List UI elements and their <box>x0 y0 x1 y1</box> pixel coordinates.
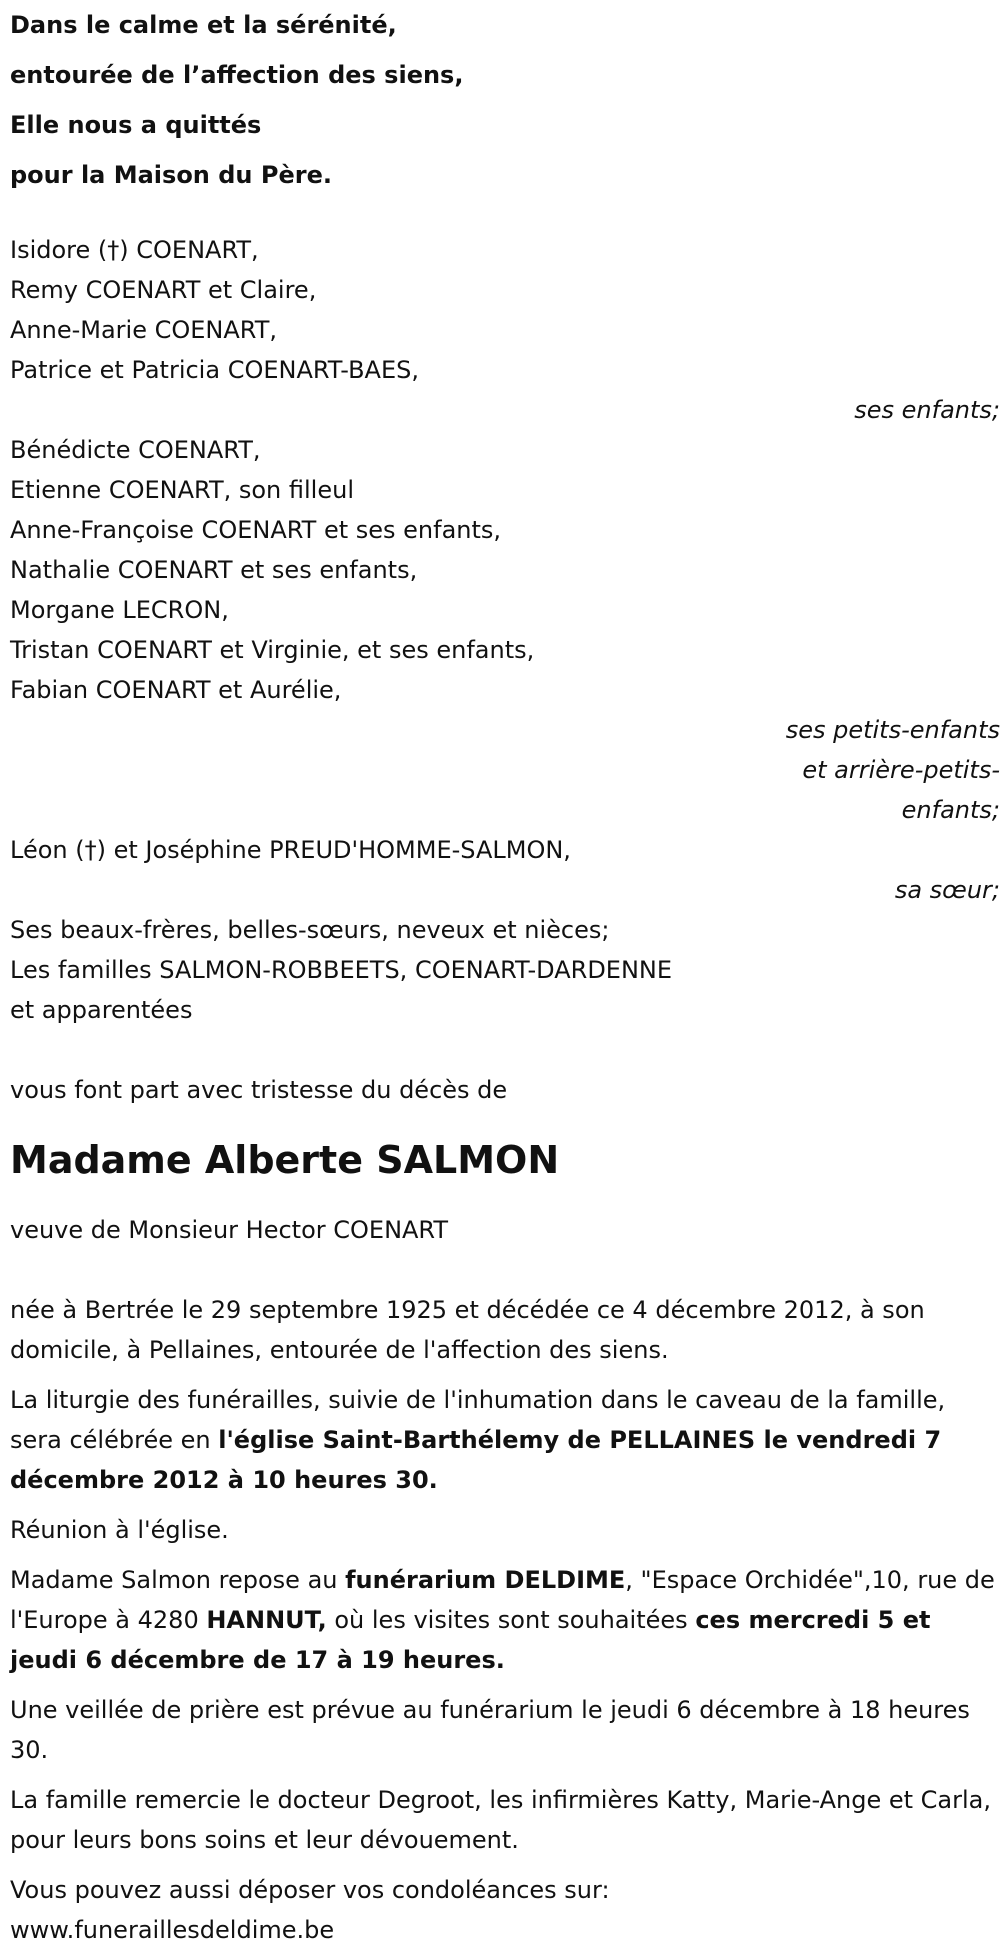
family-member: Tristan COENART et Virginie, et ses enfants, <box>10 636 535 664</box>
deceased-name: Madame Alberte SALMON <box>10 1138 560 1182</box>
intro-verse <box>10 0 1000 200</box>
family-member: Isidore (†) COENART, <box>10 236 259 264</box>
family-member: Léon (†) et Joséphine PREUD'HOMME-SALMON, <box>10 836 571 864</box>
condolences-url[interactable]: www.funeraillesdeldime.be <box>10 1916 335 1944</box>
relation-label: ses petits-enfants <box>785 716 1000 744</box>
liturgy-text: La liturgie des funérailles, suivie de l'inhumation dans le caveau de la famille, sera célébrée en <box>10 1386 946 1454</box>
liturgy-info <box>10 1380 1000 1500</box>
family-member: Morgane LECRON, <box>10 596 229 624</box>
family-member: Ses beaux-frères, belles-sœurs, neveux et nièces; <box>10 916 610 944</box>
thanks-info: La famille remercie le docteur Degroot, les infirmières Katty, Marie-Ange et Carla, pour leurs bons soins et leur dévouement. <box>10 1786 992 1854</box>
visitation-text: , "Espace Orchidée",10, rue de l'Europe à 4280 <box>10 1566 995 1634</box>
widow-of: veuve de Monsieur Hector COENART <box>10 1216 449 1244</box>
others-block <box>10 910 1000 1030</box>
relation-label: enfants; <box>901 796 1000 824</box>
intro-line: Dans le calme et la sérénité, <box>10 11 397 39</box>
family-member: Les familles SALMON-ROBBEETS, COENART-DARDENNE <box>10 956 673 984</box>
intro-line: Elle nous a quittés <box>10 111 262 139</box>
children-block <box>10 230 1000 430</box>
family-member: Bénédicte COENART, <box>10 436 261 464</box>
visitation-text: où les visites sont souhaitées <box>326 1606 696 1634</box>
visitation-text: Madame Salmon repose au <box>10 1566 346 1594</box>
family-member: Etienne COENART, son filleul <box>10 476 354 504</box>
city: HANNUT, <box>206 1606 327 1634</box>
announcement: vous font part avec tristesse du décès de <box>10 1076 508 1104</box>
funeral-home: funérarium DELDIME <box>345 1566 626 1594</box>
intro-line: pour la Maison du Père. <box>10 161 332 189</box>
birth-death-info: née à Bertrée le 29 septembre 1925 et décédée ce 4 décembre 2012, à son domicile, à Pellaines, entourée de l'affection des siens. <box>10 1296 925 1364</box>
condolences-text: Vous pouvez aussi déposer vos condoléances sur: <box>10 1876 610 1904</box>
family-member: Nathalie COENART et ses enfants, <box>10 556 418 584</box>
family-member: Patrice et Patricia COENART-BAES, <box>10 356 419 384</box>
condolences-info <box>10 1870 1000 1950</box>
intro-line: entourée de l’affection des siens, <box>10 61 464 89</box>
relation-label: et arrière-petits- <box>802 756 1000 784</box>
sister-block <box>10 830 1000 910</box>
visitation-dates: ces mercredi 5 et jeudi 6 décembre de 17 à 19 heures. <box>10 1606 931 1674</box>
family-member: Fabian COENART et Aurélie, <box>10 676 342 704</box>
visitation-info <box>10 1560 1000 1680</box>
relation-label: sa sœur; <box>894 876 1000 904</box>
family-member: Anne-Marie COENART, <box>10 316 278 344</box>
grandchildren-block <box>10 430 1000 830</box>
family-member: et apparentées <box>10 996 193 1024</box>
vigil-info: Une veillée de prière est prévue au funérarium le jeudi 6 décembre à 18 heures 30. <box>10 1696 970 1764</box>
family-member: Remy COENART et Claire, <box>10 276 317 304</box>
relation-label: ses enfants; <box>854 396 1000 424</box>
family-member: Anne-Françoise COENART et ses enfants, <box>10 516 502 544</box>
meeting-info: Réunion à l'église. <box>10 1516 229 1544</box>
liturgy-place-date: l'église Saint-Barthélemy de PELLAINES le vendredi 7 décembre 2012 à 10 heures 30. <box>10 1426 942 1494</box>
